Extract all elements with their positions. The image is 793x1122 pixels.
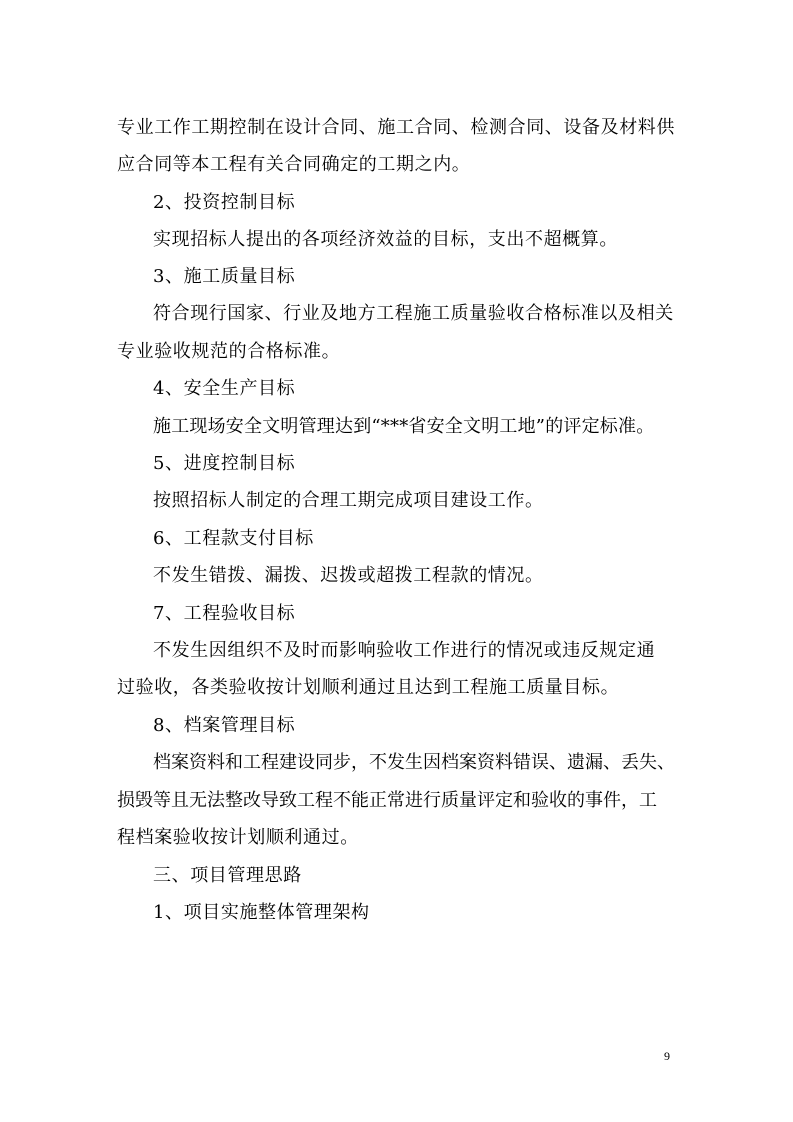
chapter-heading: 三、项目管理思路: [153, 865, 302, 886]
section-heading: 8、档案管理目标: [153, 715, 296, 736]
section-heading: 1、项目实施整体管理架构: [153, 902, 370, 923]
section-heading: 5、进度控制目标: [153, 453, 296, 474]
body-text-line: 损毁等且无法整改导致工程不能正常进行质量评定和验收的事件，工: [117, 790, 657, 811]
body-text-line: 程档案验收按计划顺利通过。: [117, 827, 359, 848]
section-heading: 4、安全生产目标: [153, 378, 296, 399]
body-text-line: 专业验收规范的合格标准。: [117, 341, 341, 362]
body-text-line: 施工现场安全文明管理达到“***省安全文明工地”的评定标准。: [153, 416, 655, 437]
body-text-line: 过验收，各类验收按计划顺利通过且达到工程施工质量目标。: [117, 677, 620, 698]
page-number: 9: [664, 1049, 670, 1063]
body-text-line: 专业工作工期控制在设计合同、施工合同、检测合同、设备及材料供: [117, 117, 675, 138]
section-heading: 2、投资控制目标: [153, 192, 296, 213]
body-text-line: 按照招标人制定的合理工期完成项目建设工作。: [153, 490, 544, 511]
body-text-line: 档案资料和工程建设同步，不发生因档案资料错误、遗漏、丢失、: [153, 752, 675, 773]
section-heading: 7、工程验收目标: [153, 603, 296, 624]
body-text-line: 符合现行国家、行业及地方工程施工质量验收合格标准以及相关: [153, 303, 674, 324]
body-text-line: 不发生错拨、漏拨、迟拨或超拨工程款的情况。: [153, 565, 544, 586]
section-heading: 3、施工质量目标: [153, 266, 296, 287]
body-text-line: 实现招标人提出的各项经济效益的目标，支出不超概算。: [153, 229, 618, 250]
body-text-line: 应合同等本工程有关合同确定的工期之内。: [117, 154, 471, 175]
section-heading: 6、工程款支付目标: [153, 528, 314, 549]
body-text-line: 不发生因组织不及时而影响验收工作进行的情况或违反规定通: [153, 640, 656, 661]
